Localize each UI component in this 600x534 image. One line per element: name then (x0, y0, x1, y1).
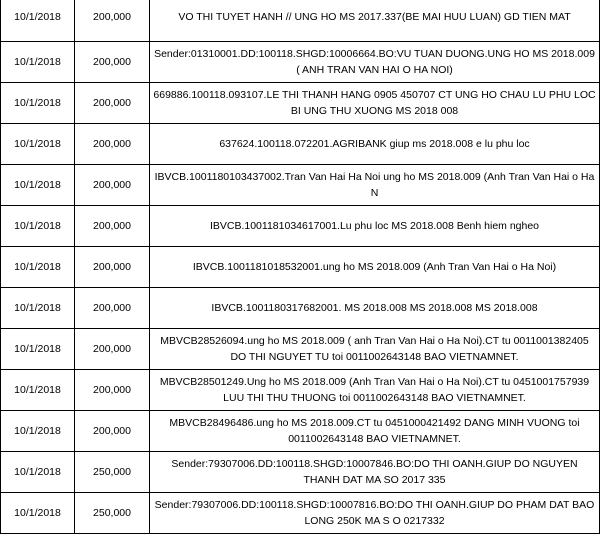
description-cell: 669886.100118.093107.LE THI THANH HANG 0905 450707 CT UNG HO CHAU LU PHU LOC BI UNG THU XUONG MS 2018 008 (150, 83, 600, 124)
amount-cell: 250,000 (75, 452, 150, 493)
table-row (1, 288, 600, 329)
table-row (1, 452, 600, 493)
date-cell: 10/1/2018 (1, 206, 75, 247)
date-cell: 10/1/2018 (1, 370, 75, 411)
date-cell: 10/1/2018 (1, 288, 75, 329)
amount-cell: 200,000 (75, 411, 150, 452)
amount-cell: 200,000 (75, 42, 150, 83)
table-row (1, 42, 600, 83)
table-row (1, 411, 600, 452)
table-row (1, 493, 600, 534)
table-row (1, 83, 600, 124)
amount-cell: 200,000 (75, 247, 150, 288)
table-row (1, 329, 600, 370)
amount-cell: 200,000 (75, 124, 150, 165)
amount-cell: 200,000 (75, 0, 150, 42)
date-cell: 10/1/2018 (1, 124, 75, 165)
amount-cell: 200,000 (75, 329, 150, 370)
date-cell: 10/1/2018 (1, 247, 75, 288)
description-cell: IBVCB.1001180317682001. MS 2018.008 MS 2018.008 MS 2018.008 (150, 288, 600, 329)
date-cell: 10/1/2018 (1, 411, 75, 452)
table-row (1, 0, 600, 42)
amount-cell: 200,000 (75, 83, 150, 124)
table-row (1, 124, 600, 165)
date-cell: 10/1/2018 (1, 0, 75, 42)
description-cell: MBVCB28496486.ung ho MS 2018.009.CT tu 0451000421492 DANG MINH VUONG toi 0011002643148 BAO VIETNAMNET. (150, 411, 600, 452)
description-cell: IBVCB.1001181018532001.ung ho MS 2018.009 (Anh Tran Van Hai o Ha Noi) (150, 247, 600, 288)
amount-cell: 250,000 (75, 493, 150, 534)
description-cell: Sender:79307006.DD:100118.SHGD:10007816.BO:DO THI OANH.GIUP DO PHAM DAT BAO LONG 250K MA S O 0217332 (150, 493, 600, 534)
amount-cell: 200,000 (75, 370, 150, 411)
amount-cell: 200,000 (75, 288, 150, 329)
description-cell: MBVCB28526094.ung ho MS 2018.009 ( anh Tran Van Hai o Ha Noi).CT tu 0011001382405 DO THI NGUYET TU toi 0011002643148 BAO VIETNAMNET. (150, 329, 600, 370)
amount-cell: 200,000 (75, 165, 150, 206)
description-cell: Sender:79307006.DD:100118.SHGD:10007846.BO:DO THI OANH.GIUP DO NGUYEN THANH DAT MA SO 2017 335 (150, 452, 600, 493)
table-row (1, 370, 600, 411)
date-cell: 10/1/2018 (1, 452, 75, 493)
table-row (1, 165, 600, 206)
description-cell: MBVCB28501249.Ung ho MS 2018.009 (Anh Tran Van Hai o Ha Noi).CT tu 0451001757939 LUU THI THU THUONG toi 0011002643148 BAO VIETNAMNET. (150, 370, 600, 411)
date-cell: 10/1/2018 (1, 42, 75, 83)
description-cell: IBVCB.1001180103437002.Tran Van Hai Ha Noi ung ho MS 2018.009 (Anh Tran Van Hai o Ha N (150, 165, 600, 206)
amount-cell: 200,000 (75, 206, 150, 247)
ledger-body (1, 0, 600, 534)
description-cell: Sender:01310001.DD:100118.SHGD:10006664.BO:VU TUAN DUONG.UNG HO MS 2018.009 ( ANH TRAN VAN HAI O HA NOI) (150, 42, 600, 83)
date-cell: 10/1/2018 (1, 165, 75, 206)
date-cell: 10/1/2018 (1, 83, 75, 124)
description-cell: IBVCB.1001181034617001.Lu phu loc MS 2018.008 Benh hiem ngheo (150, 206, 600, 247)
date-cell: 10/1/2018 (1, 493, 75, 534)
description-cell: 637624.100118.072201.AGRIBANK giup ms 2018.008 e lu phu loc (150, 124, 600, 165)
description-cell: VO THI TUYET HANH // UNG HO MS 2017.337(BE MAI HUU LUAN) GD TIEN MAT (150, 0, 600, 42)
table-row (1, 247, 600, 288)
date-cell: 10/1/2018 (1, 329, 75, 370)
table-row (1, 206, 600, 247)
